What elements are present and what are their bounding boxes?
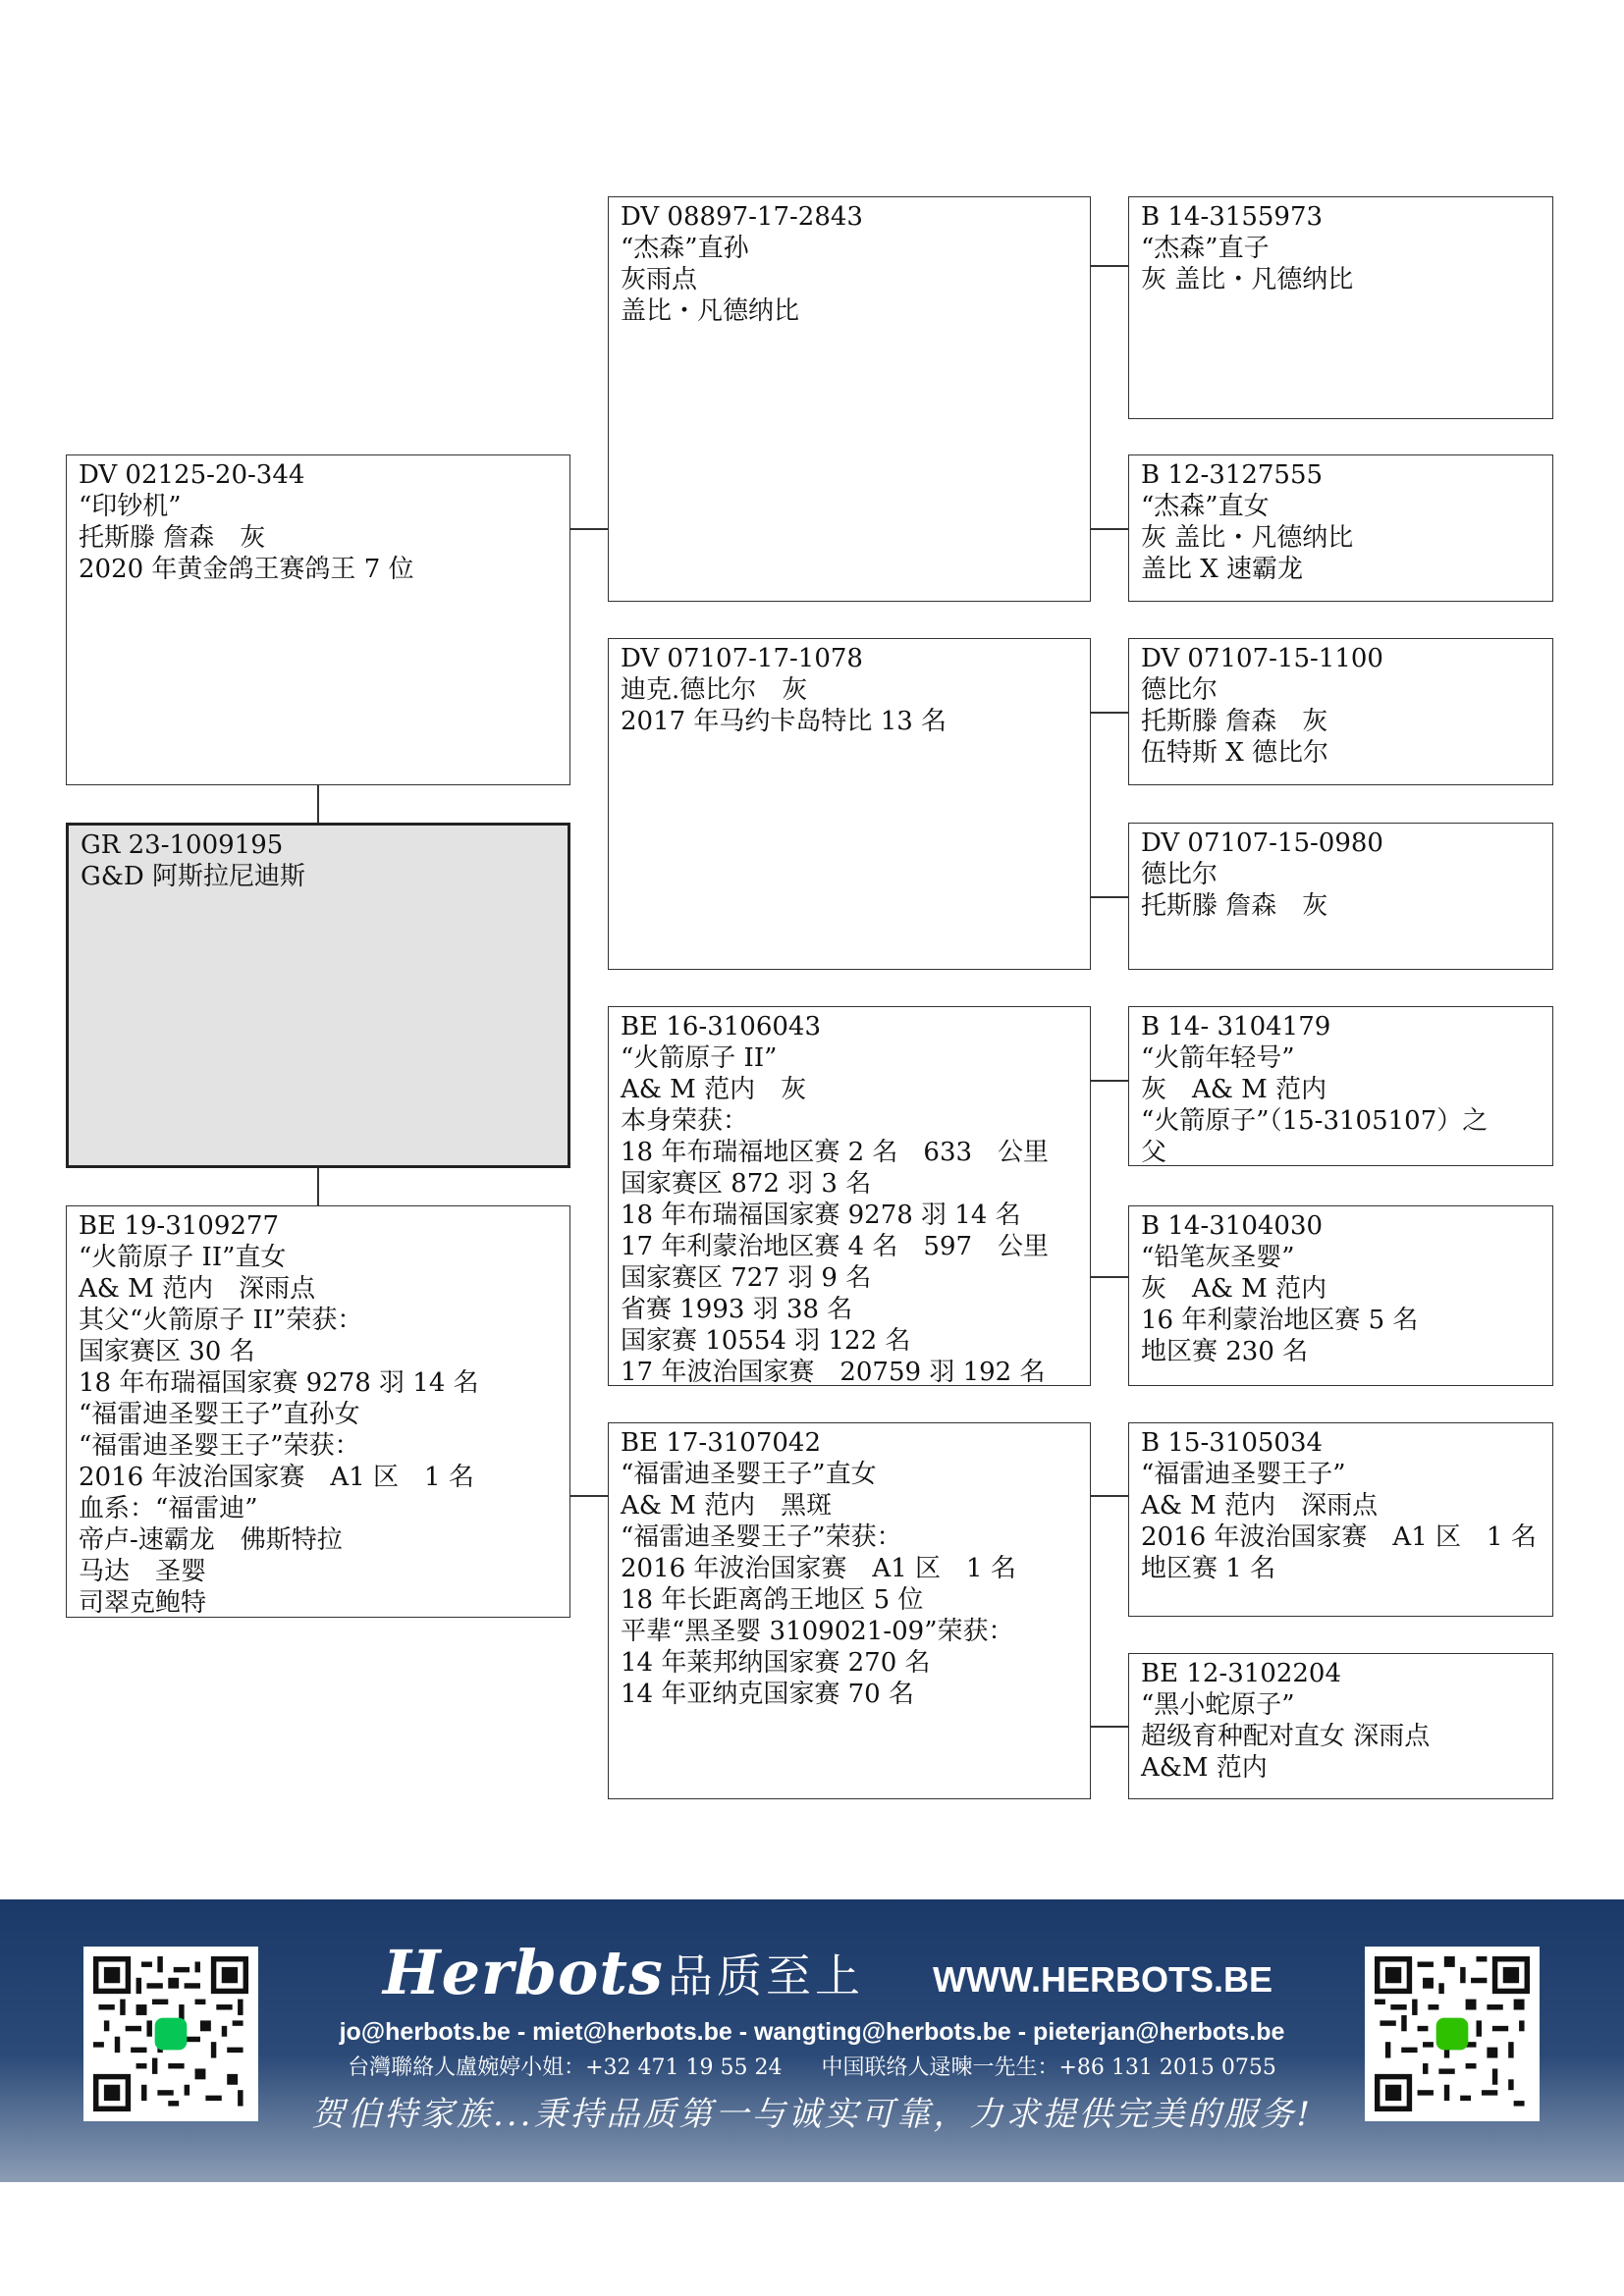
pedigree-line: A& M 范内 黑斑 — [621, 1491, 833, 1521]
pedigree-line: “火箭原子 II”直女 — [79, 1243, 287, 1272]
pedigree-line: 其父“火箭原子 II”荣获： — [79, 1306, 363, 1335]
ring-number: DV 02125-20-344 — [79, 460, 305, 490]
pedigree-line: 2016 年波治国家赛 A1 区 1 名 — [1141, 1522, 1537, 1552]
footer-banner — [0, 1899, 1624, 2182]
pedigree-line: A&M 范内 — [1141, 1753, 1268, 1783]
qr-pattern — [1375, 1956, 1530, 2111]
pedigree-line: 地区赛 230 名 — [1141, 1337, 1309, 1366]
pedigree-line: 伍特斯 X 德比尔 — [1141, 738, 1329, 768]
pedigree-line: 国家赛区 727 羽 9 名 — [621, 1263, 872, 1293]
pedigree-line: 平辈“黑圣婴 3109021-09”荣获： — [621, 1617, 1014, 1646]
connector-sire-sire-parents-2 — [1091, 528, 1128, 530]
pedigree-line: “福雷迪圣婴王子”直女 — [621, 1460, 877, 1489]
connector-dam-sire-parents-2 — [1091, 1276, 1128, 1278]
pedigree-line: 托斯滕 詹森 灰 — [1141, 891, 1328, 921]
pedigree-line: 灰 A& M 范内 — [1141, 1274, 1327, 1304]
pedigree-line: 托斯滕 詹森 灰 — [1141, 707, 1328, 736]
pedigree-line: 超级育种配对直女 深雨点 — [1141, 1722, 1431, 1751]
subject-pigeon-box — [66, 823, 570, 1168]
pedigree-line: 国家赛区 872 羽 3 名 — [621, 1169, 872, 1199]
pedigree-line: 灰雨点 — [621, 265, 698, 294]
pedigree-line: 帝卢-速霸龙 佛斯特拉 — [79, 1525, 343, 1555]
pedigree-line: 灰 A& M 范内 — [1141, 1075, 1327, 1104]
email-contacts[interactable]: jo@herbots.be - miet@herbots.be - wangting@herbots.be - pieterjan@herbots.be — [339, 2018, 1285, 2046]
connector-sire-dam-parents-2 — [1091, 896, 1128, 898]
ring-number: DV 08897-17-2843 — [621, 202, 863, 232]
ring-number: B 14-3104030 — [1141, 1211, 1324, 1241]
pedigree-line: 18 年布瑞福国家赛 9278 羽 14 名 — [621, 1201, 1021, 1230]
great-grandparent-7-box — [1128, 1422, 1553, 1617]
taiwan-contact: 台灣聯絡人盧婉婷小姐：+32 471 19 55 24 — [348, 2056, 783, 2080]
pedigree-line: 14 年亚纳克国家赛 70 名 — [621, 1680, 914, 1709]
connector-sire-sire-parents — [1091, 265, 1128, 267]
pedigree-line: “火箭原子”（15-3105107）之 — [1141, 1106, 1489, 1136]
pedigree-line: “福雷迪圣婴王子”荣获： — [79, 1431, 360, 1461]
pedigree-line: “福雷迪圣婴王子”荣获： — [621, 1522, 902, 1552]
pedigree-line: 德比尔 — [1141, 860, 1218, 889]
pedigree-line: “杰森”直女 — [1141, 492, 1270, 521]
pedigree-line: 本身荣获： — [621, 1106, 749, 1136]
dam-dam-box — [608, 1422, 1091, 1799]
sire-dam-box — [608, 638, 1091, 970]
pedigree-line: “黑小蛇原子” — [1141, 1690, 1295, 1720]
pedigree-line: 灰 盖比・凡德纳比 — [1141, 265, 1354, 294]
connector-dam-parents — [570, 1495, 608, 1497]
pedigree-line: 血系：“福雷迪” — [79, 1494, 258, 1523]
ring-number: GR 23-1009195 — [81, 830, 284, 860]
company-tagline: 贺伯特家族...秉持品质第一与诚实可靠，力求提供完美的服务! — [310, 2095, 1314, 2134]
pedigree-line: “火箭年轻号” — [1141, 1043, 1295, 1073]
great-grandparent-5-box — [1128, 1006, 1553, 1166]
ring-number: BE 19-3109277 — [79, 1211, 280, 1241]
pedigree-line: 14 年莱邦纳国家赛 270 名 — [621, 1648, 931, 1678]
connector-dam-dam-parents-2 — [1091, 1726, 1128, 1728]
great-grandparent-3-box — [1128, 638, 1553, 785]
dam-box — [66, 1205, 570, 1618]
ring-number: DV 07107-15-1100 — [1141, 644, 1383, 673]
pedigree-line: 马达 圣婴 — [79, 1557, 207, 1586]
pedigree-line: “印钞机” — [79, 492, 182, 521]
pedigree-line: 18 年布瑞福地区赛 2 名 633 公里 — [621, 1138, 1050, 1167]
pedigree-line: 17 年利蒙治地区赛 4 名 597 公里 — [621, 1232, 1050, 1261]
sire-sire-box — [608, 196, 1091, 602]
pedigree-line: 父 — [1141, 1138, 1167, 1166]
pedigree-line: 省赛 1993 羽 38 名 — [621, 1295, 853, 1324]
pedigree-line: 2016 年波治国家赛 A1 区 1 名 — [79, 1463, 474, 1492]
pedigree-line: 2020 年黄金鸽王赛鸽王 7 位 — [79, 555, 414, 584]
ring-number: BE 16-3106043 — [621, 1012, 822, 1041]
pedigree-line: 司翠克鲍特 — [79, 1588, 207, 1618]
pedigree-line: A& M 范内 深雨点 — [79, 1274, 316, 1304]
connector-sire-parents — [570, 528, 608, 530]
pedigree-line: 2016 年波治国家赛 A1 区 1 名 — [621, 1554, 1016, 1583]
connector-sire-dam-parents — [1091, 712, 1128, 714]
china-contact: 中国联络人逯暕一先生：+86 131 2015 0755 — [821, 2056, 1276, 2080]
pedigree-line: G&D 阿斯拉尼迪斯 — [81, 862, 306, 891]
great-grandparent-8-box — [1128, 1653, 1553, 1799]
pedigree-line: 18 年布瑞福国家赛 9278 羽 14 名 — [79, 1368, 479, 1398]
pedigree-line: 16 年利蒙治地区赛 5 名 — [1141, 1306, 1419, 1335]
brand-slogan: 品质至上 — [668, 1949, 864, 2002]
ring-number: B 14- 3104179 — [1141, 1012, 1331, 1041]
great-grandparent-1-box — [1128, 196, 1553, 419]
pedigree-line: 盖比 X 速霸龙 — [1141, 555, 1304, 584]
connector-dam-dam-parents — [1091, 1495, 1128, 1497]
ring-number: BE 17-3107042 — [621, 1428, 822, 1458]
great-grandparent-2-box — [1128, 454, 1553, 602]
pedigree-line: “杰森”直孙 — [621, 234, 749, 263]
pedigree-line: “福雷迪圣婴王子”直孙女 — [79, 1400, 360, 1429]
ring-number: DV 07107-17-1078 — [621, 644, 863, 673]
wechat-qr-code — [1365, 1947, 1540, 2121]
pedigree-line: “杰森”直子 — [1141, 234, 1270, 263]
pedigree-line: A& M 范内 深雨点 — [1141, 1491, 1379, 1521]
pedigree-line: 灰 盖比・凡德纳比 — [1141, 523, 1354, 553]
pedigree-line: “铅笔灰圣婴” — [1141, 1243, 1295, 1272]
herbots-logo: Herbots — [383, 1937, 664, 2008]
ring-number: B 12-3127555 — [1141, 460, 1324, 490]
pedigree-line: 2017 年马约卡岛特比 13 名 — [621, 707, 947, 736]
sire-box — [66, 454, 570, 785]
ring-number: B 14-3155973 — [1141, 202, 1324, 232]
connector-subject-sire — [317, 785, 319, 823]
ring-number: B 15-3105034 — [1141, 1428, 1324, 1458]
pedigree-line: “火箭原子 II” — [621, 1043, 778, 1073]
dam-sire-box — [608, 1006, 1091, 1386]
pedigree-line: 国家赛 10554 羽 122 名 — [621, 1326, 911, 1356]
website-link[interactable]: WWW.HERBOTS.BE — [933, 1959, 1272, 2000]
pedigree-line: A& M 范内 灰 — [621, 1075, 807, 1104]
pedigree-line: “福雷迪圣婴王子” — [1141, 1460, 1346, 1489]
pedigree-line: 17 年波治国家赛 20759 羽 192 名 — [621, 1358, 1046, 1386]
pedigree-line: 盖比・凡德纳比 — [621, 296, 800, 326]
pedigree-line: 德比尔 — [1141, 675, 1218, 705]
great-grandparent-6-box — [1128, 1205, 1553, 1386]
pedigree-line: 托斯滕 詹森 灰 — [79, 523, 266, 553]
connector-dam-sire-parents — [1091, 1080, 1128, 1082]
pedigree-line: 国家赛区 30 名 — [79, 1337, 255, 1366]
pedigree-line: 18 年长距离鸽王地区 5 位 — [621, 1585, 924, 1615]
connector-subject-dam — [317, 1168, 319, 1205]
pedigree-line: 迪克.德比尔 灰 — [621, 675, 808, 705]
brand-row — [383, 1937, 1272, 2009]
ring-number: BE 12-3102204 — [1141, 1659, 1342, 1688]
great-grandparent-4-box — [1128, 823, 1553, 970]
pedigree-line: 地区赛 1 名 — [1141, 1554, 1276, 1583]
ring-number: DV 07107-15-0980 — [1141, 828, 1383, 858]
